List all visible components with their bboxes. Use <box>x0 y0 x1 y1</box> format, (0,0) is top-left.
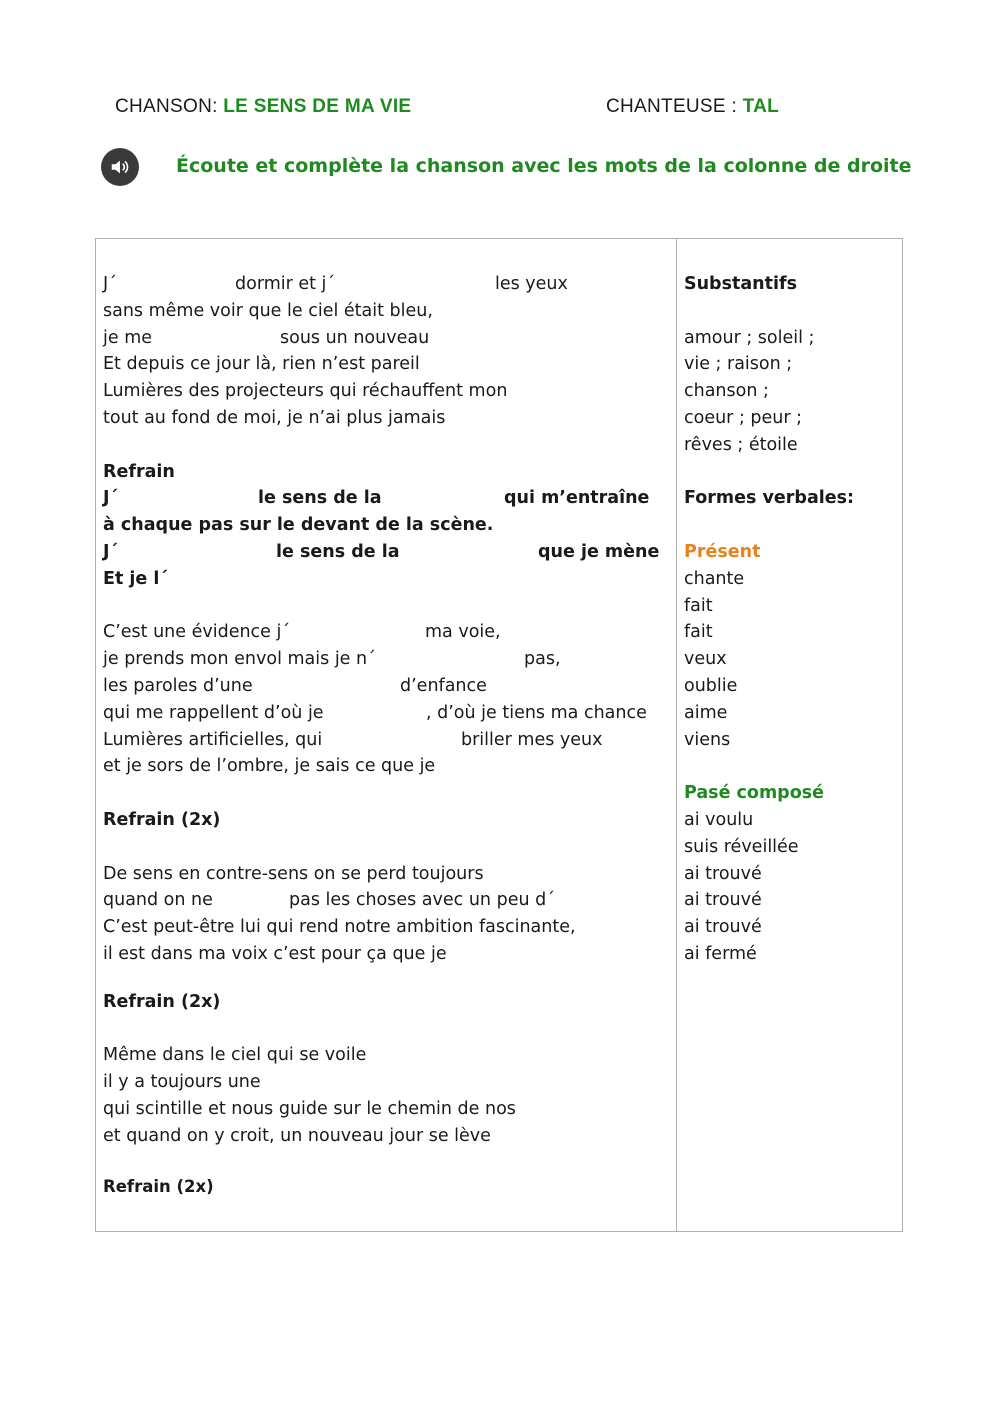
lyric-line <box>103 271 669 298</box>
lyric-text: ma voie, <box>425 622 501 643</box>
speaker-icon <box>109 156 131 178</box>
lyric-text: que je mène <box>538 541 660 562</box>
lyric-text: De sens en contre-sens on se perd toujours <box>103 863 484 884</box>
lyric-line <box>103 405 669 432</box>
word-bank-item: ai trouvé <box>684 863 762 884</box>
nouns-title: Substantifs <box>684 274 798 294</box>
lyric-line <box>103 619 669 646</box>
word-bank-item: amour ; soleil ; <box>684 327 815 348</box>
lyric-line <box>103 1096 669 1123</box>
lyric-line <box>103 1123 669 1150</box>
instruction: Écoute et complète la chanson avec les mots de la colonne de droite <box>176 155 912 177</box>
lyric-line <box>103 378 669 405</box>
word-bank-item: rêves ; étoile <box>684 434 798 455</box>
word-bank-item: ai fermé <box>684 943 757 964</box>
lyric-text: et quand on y croit, un nouveau jour se lève <box>103 1125 491 1146</box>
word-bank-item: oublie <box>684 675 738 696</box>
word-bank-item: chanson ; <box>684 381 769 402</box>
lyric-line <box>103 941 669 968</box>
refrain-title: Refrain <box>103 461 175 482</box>
lyric-text: je prends mon envol mais je n´ <box>103 649 376 670</box>
lyric-line <box>103 485 669 512</box>
lyric-text: sans même voir que le ciel était bleu, <box>103 300 433 321</box>
lyric-text: à chaque pas sur le devant de la scène. <box>103 515 494 536</box>
word-bank-column <box>684 271 894 968</box>
lyric-text: briller mes yeux <box>461 729 603 750</box>
lyric-text: les yeux <box>495 274 568 294</box>
lyric-text: pas, <box>524 649 561 670</box>
lyric-line <box>103 539 669 566</box>
lyric-text: qui me rappellent d’où je <box>103 702 324 723</box>
lyric-text: J´ <box>103 541 119 562</box>
refrain-title: Refrain (2x) <box>103 809 221 830</box>
song-title: LE SENS DE MA VIE <box>223 96 412 117</box>
lyric-line <box>103 753 669 780</box>
lyric-text: Même dans le ciel qui se voile <box>103 1045 367 1066</box>
lyric-text: il est dans ma voix c’est pour ça que je <box>103 943 447 964</box>
audio-play-button[interactable] <box>101 148 139 186</box>
lyric-text: tout au fond de moi, je n’ai plus jamais <box>103 407 446 428</box>
lyric-text: Lumières des projecteurs qui réchauffent mon <box>103 381 508 402</box>
lyric-line <box>103 1069 669 1096</box>
singer-heading <box>606 96 779 118</box>
present-title: Présent <box>684 541 761 562</box>
singer-name: TAL <box>742 96 780 117</box>
lyric-text: pas les choses avec un peu d´ <box>289 890 555 911</box>
lyric-text: J´ <box>103 488 119 509</box>
lyrics-column <box>103 271 669 1200</box>
lyric-text: d’enfance <box>400 675 487 696</box>
word-bank-item: ai trouvé <box>684 917 762 938</box>
lyric-text: J´ <box>103 274 117 294</box>
refrain-title: Refrain (2x) <box>103 1176 214 1196</box>
song-heading <box>115 96 411 118</box>
lyric-text: , d’où je tiens ma chance <box>426 702 647 723</box>
lyric-text: je me <box>103 327 153 348</box>
lyric-line <box>103 914 669 941</box>
lyric-text: les paroles d’une <box>103 675 253 696</box>
verbs-title: Formes verbales: <box>684 488 855 509</box>
lyric-line <box>103 887 669 914</box>
word-bank-item: vie ; raison ; <box>684 354 793 375</box>
word-bank-item: fait <box>684 595 713 616</box>
lyric-text: C’est peut-être lui qui rend notre ambition fascinante, <box>103 917 576 938</box>
word-bank-item: chante <box>684 568 745 589</box>
word-bank-item: aime <box>684 702 728 723</box>
word-bank-item: fait <box>684 622 713 643</box>
lyric-text: le sens de la <box>276 541 400 562</box>
lyric-line <box>103 700 669 727</box>
singer-label: CHANTEUSE : <box>606 96 743 117</box>
lyric-text: quand on ne <box>103 890 213 911</box>
passe-compose-title: Pasé composé <box>684 783 825 804</box>
lyric-text: C’est une évidence j´ <box>103 622 291 643</box>
word-bank-item: ai trouvé <box>684 890 762 911</box>
lyric-line <box>103 512 669 539</box>
lyric-text: qui scintille et nous guide sur le chemin de nos <box>103 1098 516 1119</box>
lyric-text: le sens de la <box>258 488 382 509</box>
lyric-text: Lumières artificielles, qui <box>103 729 323 750</box>
word-bank-item: coeur ; peur ; <box>684 407 803 428</box>
song-label: CHANSON: <box>115 96 224 117</box>
lyric-line <box>103 646 669 673</box>
lyric-line <box>103 325 669 352</box>
lyric-line <box>103 1042 669 1069</box>
lyric-line <box>103 566 669 593</box>
lyric-text: qui m’entraîne <box>504 488 650 509</box>
lyric-text: il y a toujours une <box>103 1072 261 1093</box>
lyric-text: Et depuis ce jour là, rien n’est pareil <box>103 354 420 375</box>
word-bank-item: ai voulu <box>684 809 754 830</box>
refrain-title: Refrain (2x) <box>103 991 221 1012</box>
word-bank-item: suis réveillée <box>684 836 799 857</box>
lyric-text: Et je l´ <box>103 568 169 589</box>
lyric-line <box>103 351 669 378</box>
word-bank-item: viens <box>684 729 731 750</box>
lyric-line <box>103 727 669 754</box>
lyric-line <box>103 298 669 325</box>
word-bank-item: veux <box>684 649 727 670</box>
column-divider <box>676 238 677 1232</box>
lyric-line <box>103 861 669 888</box>
lyric-text: sous un nouveau <box>280 327 430 348</box>
lyric-text: dormir et j´ <box>235 274 336 294</box>
lyric-text: et je sors de l’ombre, je sais ce que je <box>103 756 436 777</box>
lyric-line <box>103 673 669 700</box>
